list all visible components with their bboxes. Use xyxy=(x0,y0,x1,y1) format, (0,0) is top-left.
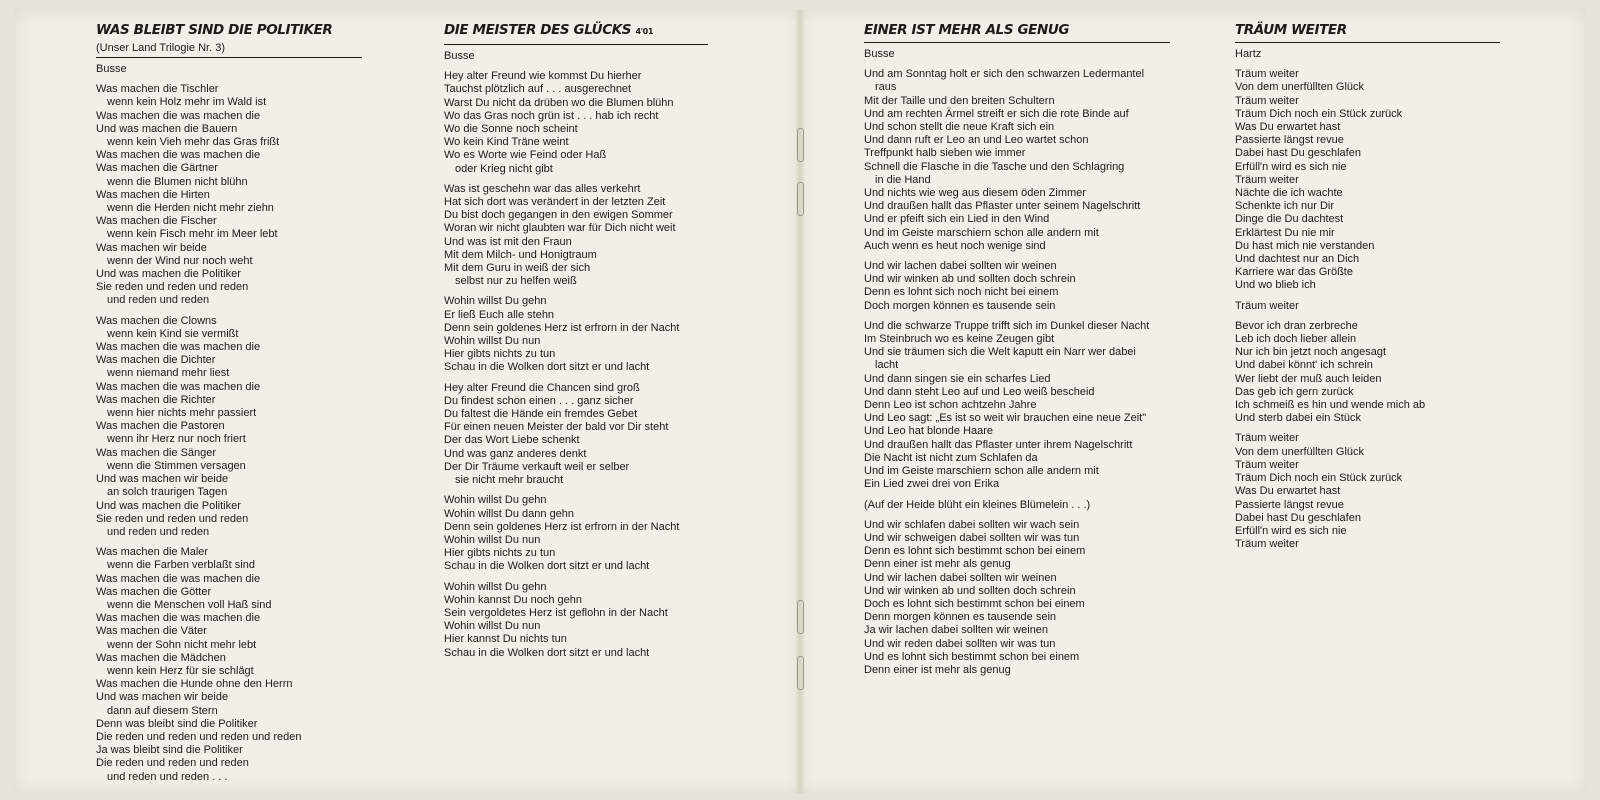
lyric-line: Und schon stellt die neue Kraft sich ein xyxy=(864,121,1055,134)
stanza xyxy=(96,83,362,307)
stanza xyxy=(444,183,708,289)
lyric-line: Wohin willst Du gehn xyxy=(444,580,547,593)
lyric-line: lacht xyxy=(875,359,899,372)
lyric-line: Die reden und reden und reden und reden xyxy=(96,730,302,743)
lyric-line: Was machen die Dichter xyxy=(96,354,216,367)
lyric-line: Schau in die Wolken dort sitzt er und lacht xyxy=(444,646,650,659)
lyric-line: Ja was bleibt sind die Politiker xyxy=(96,744,243,757)
lyric-line: Denn sein goldenes Herz ist erfrorn in der Nacht xyxy=(444,520,680,533)
stanza xyxy=(864,320,1170,492)
stanza xyxy=(1235,320,1500,426)
lyric-line: Wer liebt der muß auch leiden xyxy=(1235,372,1382,385)
lyric-line: Was machen die Richter xyxy=(96,393,216,406)
lyric-line: Ja wir lachen dabei sollten wir weinen xyxy=(864,624,1049,637)
lyric-line: Woran wir nicht glaubten war für Dich nicht weit xyxy=(444,222,676,235)
lyric-line: und reden und reden xyxy=(107,525,210,538)
lyric-line: Träum weiter xyxy=(1235,173,1299,186)
lyric-line: Die reden und reden und reden xyxy=(96,757,249,770)
lyric-line: Denn Leo ist schon achtzehn Jahre xyxy=(864,399,1037,412)
title-rule xyxy=(96,57,362,58)
lyric-line: Du faltest die Hände ein fremdes Gebet xyxy=(444,408,638,421)
lyric-line: Träum weiter xyxy=(1235,94,1299,107)
lyric-line: Denn was bleibt sind die Politiker xyxy=(96,717,258,730)
stanza xyxy=(444,382,708,488)
lyric-line: Was machen die Mädchen xyxy=(96,651,226,664)
lyric-line: Und dachtest nur an Dich xyxy=(1235,253,1360,266)
lyric-line: Was machen die Götter xyxy=(96,585,212,598)
lyric-line: Träum weiter xyxy=(1235,538,1299,551)
lyric-line: Und er pfeift sich ein Lied in den Wind xyxy=(864,213,1050,226)
song-duration: 4'01 xyxy=(635,27,654,36)
lyric-line: Erfüll'n wird es sich nie xyxy=(1235,524,1347,537)
lyric-line: Im Steinbruch wo es keine Zeugen gibt xyxy=(864,333,1055,346)
lyric-line: dann auf diesem Stern xyxy=(107,704,218,717)
lyric-line: Und was machen wir beide xyxy=(96,473,229,486)
staple-icon xyxy=(797,656,804,690)
stanza xyxy=(444,295,708,374)
lyric-line: Denn einer ist mehr als genug xyxy=(864,558,1011,571)
lyric-line: Und was machen die Politiker xyxy=(96,499,241,512)
lyrics xyxy=(444,70,708,660)
lyric-line: Was machen die was machen die xyxy=(96,572,261,585)
stanza xyxy=(864,260,1170,313)
lyric-line: Schnell die Flasche in die Tasche und den Schlagring xyxy=(864,160,1125,173)
song-title xyxy=(444,18,708,44)
lyric-line: Wo es Worte wie Feind oder Haß xyxy=(444,149,607,162)
lyric-line: Wohin willst Du gehn xyxy=(444,494,547,507)
lyric-line: wenn kein Herz für sie schlägt xyxy=(107,664,254,677)
lyric-line: Träum weiter xyxy=(1235,458,1299,471)
lyric-line: Die Nacht ist nicht zum Schlafen da xyxy=(864,451,1038,464)
lyric-line: Von dem unerfüllten Glück xyxy=(1235,81,1365,94)
stanza xyxy=(96,315,362,539)
stanza xyxy=(864,499,1170,512)
lyric-line: Denn es lohnt sich bestimmt schon bei einem xyxy=(864,545,1086,558)
lyric-line: wenn die Menschen voll Haß sind xyxy=(107,598,272,611)
song-title xyxy=(96,18,362,42)
lyric-line: Hier kannst Du nichts tun xyxy=(444,633,567,646)
lyric-line: Er ließ Euch alle stehn xyxy=(444,308,555,321)
lyric-line: Sein vergoldetes Herz ist geflohn in der Nacht xyxy=(444,606,668,619)
lyric-line: Wohin kannst Du noch gehn xyxy=(444,593,582,606)
song-column xyxy=(864,18,1170,684)
lyric-line: Wohin willst Du gehn xyxy=(444,295,547,308)
lyric-line: Bevor ich dran zerbreche xyxy=(1235,319,1358,332)
lyric-line: wenn kein Kind sie vermißt xyxy=(107,327,239,340)
lyric-line: Und wir winken ab und sollten doch schrein xyxy=(864,273,1076,286)
lyric-line: Was machen die Väter xyxy=(96,625,207,638)
lyric-line: Passierte längst revue xyxy=(1235,498,1344,511)
lyric-line: Was machen die was machen die xyxy=(96,341,261,354)
lyric-line: Erfüll'n wird es sich nie xyxy=(1235,160,1347,173)
lyric-line: Was machen die Clowns xyxy=(96,314,217,327)
lyric-line: Wo kein Kind Träne weint xyxy=(444,136,569,149)
lyric-line: Denn morgen können es tausende sein xyxy=(864,611,1057,624)
lyric-line: Träum Dich noch ein Stück zurück xyxy=(1235,472,1403,485)
song-column xyxy=(96,18,362,791)
lyric-line: Ich schmeiß es hin und wende mich ab xyxy=(1235,399,1426,412)
stanza xyxy=(96,546,362,784)
lyric-line: Erklärtest Du nie mir xyxy=(1235,226,1335,239)
lyric-line: (Auf der Heide blüht ein kleines Blümelein . . .) xyxy=(864,498,1091,511)
lyric-line: Und dann ruft er Leo an und Leo wartet schon xyxy=(864,134,1089,147)
lyric-line: Hier gibts nichts zu tun xyxy=(444,348,556,361)
lyric-line: Schenkte ich nur Dir xyxy=(1235,200,1335,213)
lyric-line: und reden und reden xyxy=(107,294,210,307)
lyric-line: Und nichts wie weg aus diesem öden Zimmer xyxy=(864,187,1086,200)
lyric-line: Mit dem Milch- und Honigtraum xyxy=(444,248,597,261)
lyric-line: Träum weiter xyxy=(1235,68,1299,81)
lyrics xyxy=(96,83,362,784)
song-title-text: EINER IST MEHR ALS GENUG xyxy=(864,22,1070,38)
song-title xyxy=(1235,18,1500,42)
song-author: Hartz xyxy=(1235,48,1262,60)
lyric-line: Nächte die ich wachte xyxy=(1235,187,1343,200)
song-author: Busse xyxy=(864,48,895,60)
lyric-line: Du findest schon einen . . . ganz sicher xyxy=(444,394,634,407)
lyric-line: und reden und reden . . . xyxy=(107,770,228,783)
lyric-line: Warst Du nicht da drüben wo die Blumen blühn xyxy=(444,96,674,109)
lyric-line: Was machen wir beide xyxy=(96,241,207,254)
lyric-line: Und wir winken ab und sollten doch schrein xyxy=(864,584,1076,597)
lyric-line: wenn der Sohn nicht mehr lebt xyxy=(107,638,257,651)
song-author: Busse xyxy=(96,63,127,75)
lyric-line: Was machen die Sänger xyxy=(96,446,217,459)
lyric-line: Ein Lied zwei drei von Erika xyxy=(864,478,1000,491)
lyric-line: Von dem unerfüllten Glück xyxy=(1235,445,1365,458)
lyric-line: Der das Wort Liebe schenkt xyxy=(444,434,580,447)
lyric-line: Denn einer ist mehr als genug xyxy=(864,663,1011,676)
lyric-line: Sie reden und reden und reden xyxy=(96,281,249,294)
lyrics xyxy=(1235,68,1500,551)
song-column xyxy=(444,18,708,667)
lyric-line: Du hast mich nie verstanden xyxy=(1235,239,1375,252)
lyric-line: wenn die Farben verblaßt sind xyxy=(107,559,255,572)
lyric-line: Was ist geschehn war das alles verkehrt xyxy=(444,182,641,195)
lyric-line: Wohin willst Du nun xyxy=(444,335,541,348)
lyric-line: Und wir schlafen dabei sollten wir wach sein xyxy=(864,518,1080,531)
lyric-line: Schau in die Wolken dort sitzt er und lacht xyxy=(444,361,650,374)
lyric-line: Du bist doch gegangen in den ewigen Sommer xyxy=(444,209,673,222)
lyric-line: Und sie träumen sich die Welt kaputt ein Narr wer dabei xyxy=(864,346,1136,359)
lyric-line: Sie reden und reden und reden xyxy=(96,512,249,525)
song-title xyxy=(864,18,1170,42)
lyric-line: wenn der Wind nur noch weht xyxy=(107,254,253,267)
lyric-line: wenn kein Holz mehr im Wald ist xyxy=(107,96,267,109)
lyric-line: Wohin willst Du dann gehn xyxy=(444,507,575,520)
lyric-line: Und wo blieb ich xyxy=(1235,279,1316,292)
lyric-line: oder Krieg nicht gibt xyxy=(455,162,553,175)
lyric-line: Wo die Sonne noch scheint xyxy=(444,123,578,136)
lyric-line: Dabei hast Du geschlafen xyxy=(1235,147,1361,160)
lyric-line: Und Leo hat blonde Haare xyxy=(864,425,994,438)
staple-icon xyxy=(797,600,804,634)
lyric-line: Was machen die Tischler xyxy=(96,83,219,96)
lyric-line: wenn ihr Herz nur noch friert xyxy=(107,433,246,446)
lyric-line: Und Leo sagt: „Es ist so weit wir brauchen eine neue Zeit" xyxy=(864,412,1147,425)
stanza xyxy=(1235,300,1500,313)
lyric-line: Und im Geiste marschiern schon alle andern mit xyxy=(864,226,1099,239)
lyric-line: Und was machen wir beide xyxy=(96,691,229,704)
lyric-line: Träum weiter xyxy=(1235,299,1299,312)
lyric-line: Denn es lohnt sich noch nicht bei einem xyxy=(864,286,1059,299)
lyric-line: Was machen die Pastoren xyxy=(96,420,225,433)
staple-icon xyxy=(797,128,804,162)
lyric-line: Wo das Gras noch grün ist . . . hab ich recht xyxy=(444,109,659,122)
stanza xyxy=(1235,68,1500,292)
lyric-line: Was machen die Fischer xyxy=(96,215,217,228)
lyric-line: wenn kein Fisch mehr im Meer lebt xyxy=(107,228,278,241)
song-title-text: TRÄUM WEITER xyxy=(1235,22,1347,38)
lyric-line: selbst nur zu helfen weiß xyxy=(455,275,577,288)
lyric-line: Was Du erwartet hast xyxy=(1235,485,1341,498)
lyric-line: Doch es lohnt sich bestimmt schon bei einem xyxy=(864,597,1085,610)
lyric-line: wenn die Herden nicht mehr ziehn xyxy=(107,202,274,215)
song-subtitle: (Unser Land Trilogie Nr. 3) xyxy=(96,42,225,54)
title-rule xyxy=(444,44,708,45)
song-title-text: WAS BLEIBT SIND DIE POLITIKER xyxy=(96,22,333,38)
lyric-line: Was machen die Maler xyxy=(96,546,209,559)
lyric-line: Hat sich dort was verändert in der letzten Zeit xyxy=(444,196,666,209)
lyric-line: Was machen die Hunde ohne den Herrn xyxy=(96,678,293,691)
lyric-line: Wohin willst Du nun xyxy=(444,620,541,633)
lyric-line: Treffpunkt halb sieben wie immer xyxy=(864,147,1026,160)
stanza xyxy=(864,68,1170,253)
lyric-line: Wohin willst Du nun xyxy=(444,533,541,546)
lyric-line: Und wir lachen dabei sollten wir weinen xyxy=(864,571,1057,584)
lyric-line: Und wir reden dabei sollten wir was tun xyxy=(864,637,1056,650)
lyric-line: Denn sein goldenes Herz ist erfrorn in der Nacht xyxy=(444,321,680,334)
lyric-line: sie nicht mehr braucht xyxy=(455,474,564,487)
lyric-line: Was machen die was machen die xyxy=(96,109,261,122)
lyric-line: Träum Dich noch ein Stück zurück xyxy=(1235,107,1403,120)
lyric-line: Und wir schweigen dabei sollten wir was tun xyxy=(864,531,1080,544)
lyric-line: Und was ganz anderes denkt xyxy=(444,447,587,460)
lyric-line: Und draußen hallt das Pflaster unter ihrem Nagelschritt xyxy=(864,438,1133,451)
lyric-line: Und die schwarze Truppe trifft sich im Dunkel dieser Nacht xyxy=(864,319,1150,332)
lyric-line: wenn die Blumen nicht blühn xyxy=(107,175,248,188)
lyric-line: Dabei hast Du geschlafen xyxy=(1235,511,1361,524)
stanza xyxy=(1235,432,1500,551)
lyric-line: Nur ich bin jetzt noch angesagt xyxy=(1235,346,1387,359)
lyric-line: Und dann steht Leo auf und Leo weiß bescheid xyxy=(864,385,1095,398)
lyric-line: Hey alter Freund die Chancen sind groß xyxy=(444,381,640,394)
lyric-line: Und sterb dabei ein Stück xyxy=(1235,412,1361,425)
lyric-line: Der Dir Träume verkauft weil er selber xyxy=(444,460,630,473)
lyric-line: Und was ist mit den Fraun xyxy=(444,235,572,248)
lyric-line: Schau in die Wolken dort sitzt er und lacht xyxy=(444,560,650,573)
lyric-line: Und am Sonntag holt er sich den schwarzen Ledermantel xyxy=(864,68,1145,81)
lyric-line: Und wir lachen dabei sollten wir weinen xyxy=(864,260,1057,273)
lyric-line: Was machen die was machen die xyxy=(96,612,261,625)
lyric-line: in die Hand xyxy=(875,173,931,186)
song-column xyxy=(1235,18,1500,558)
lyric-line: Und es lohnt sich bestimmt schon bei einem xyxy=(864,650,1080,663)
staple-icon xyxy=(797,182,804,216)
lyric-line: Hey alter Freund wie kommst Du hierher xyxy=(444,70,642,83)
lyric-line: Und am rechten Ärmel streift er sich die rote Binde auf xyxy=(864,107,1129,120)
lyric-line: wenn die Stimmen versagen xyxy=(107,459,246,472)
lyric-line: Karriere war das Größte xyxy=(1235,266,1353,279)
lyric-line: Und dabei könnt' ich schrein xyxy=(1235,359,1373,372)
lyric-line: Das geb ich gern zurück xyxy=(1235,385,1354,398)
lyric-line: Hier gibts nichts zu tun xyxy=(444,547,556,560)
lyric-line: Träum weiter xyxy=(1235,432,1299,445)
lyric-line: Was machen die was machen die xyxy=(96,149,261,162)
lyric-line: Doch morgen können es tausende sein xyxy=(864,299,1056,312)
stanza xyxy=(864,519,1170,677)
lyric-line: Und was machen die Bauern xyxy=(96,122,238,135)
song-title-text: DIE MEISTER DES GLÜCKS xyxy=(444,22,632,38)
lyric-line: Dinge die Du dachtest xyxy=(1235,213,1344,226)
lyric-line: an solch traurigen Tagen xyxy=(107,486,228,499)
stanza xyxy=(444,494,708,573)
lyric-line: Tauchst plötzlich auf . . . ausgerechnet xyxy=(444,83,632,96)
stanza xyxy=(444,581,708,660)
lyrics xyxy=(864,68,1170,677)
lyric-line: Und was machen die Politiker xyxy=(96,268,241,281)
lyric-line: Leb ich doch lieber allein xyxy=(1235,333,1357,346)
lyric-line: Was machen die was machen die xyxy=(96,380,261,393)
title-rule xyxy=(1235,42,1500,43)
lyric-line: Auch wenn es heut noch wenige sind xyxy=(864,239,1046,252)
lyric-line: Für einen neuen Meister der bald vor Dir steht xyxy=(444,421,669,434)
song-author: Busse xyxy=(444,50,475,62)
lyric-line: wenn kein Vieh mehr das Gras frißt xyxy=(107,136,280,149)
stanza xyxy=(444,70,708,176)
title-rule xyxy=(864,42,1170,43)
lyric-line: Was machen die Gärtner xyxy=(96,162,218,175)
lyric-line: Mit dem Guru in weiß der sich xyxy=(444,262,591,275)
lyric-line: Was machen die Hirten xyxy=(96,188,210,201)
lyric-line: raus xyxy=(875,81,897,94)
lyric-line: wenn niemand mehr liest xyxy=(107,367,230,380)
lyric-line: Was Du erwartet hast xyxy=(1235,121,1341,134)
lyric-line: Mit der Taille und den breiten Schultern xyxy=(864,94,1055,107)
lyric-line: Passierte längst revue xyxy=(1235,134,1344,147)
lyric-line: Und im Geiste marschiern schon alle andern mit xyxy=(864,465,1099,478)
lyric-line: Und dann singen sie ein scharfes Lied xyxy=(864,372,1051,385)
lyric-line: wenn hier nichts mehr passiert xyxy=(107,407,257,420)
lyric-line: Und draußen hallt das Pflaster unter seinem Nagelschritt xyxy=(864,200,1141,213)
